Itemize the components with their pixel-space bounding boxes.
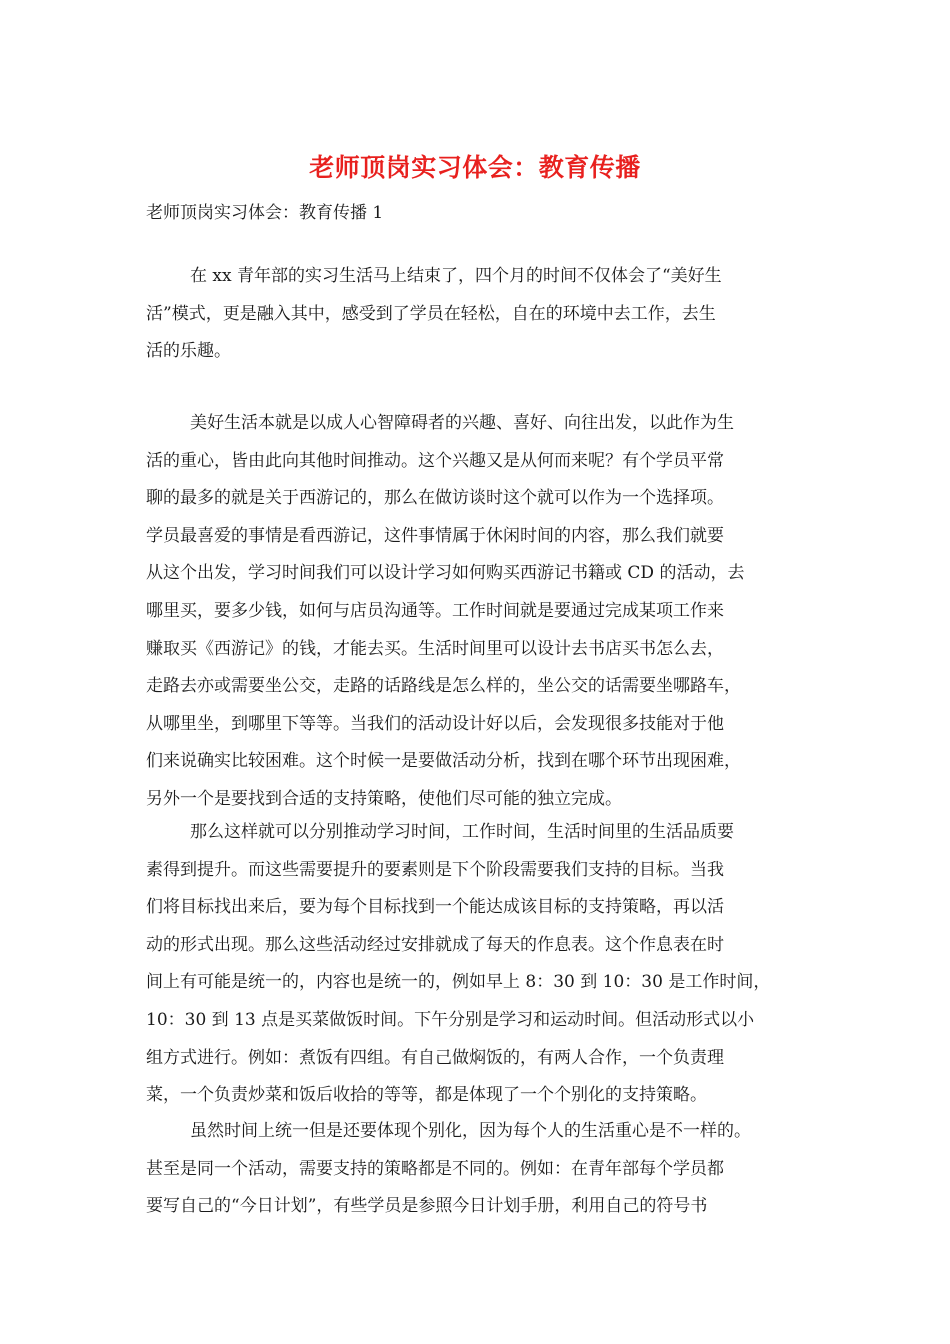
paragraph-1 — [146, 258, 816, 371]
paragraph-line: 们来说确实比较困难。这个时候一是要做活动分析，找到在哪个环节出现困难， — [146, 751, 741, 772]
paragraph-line: 从这个出发，学习时间我们可以设计学习如何购买西游记书籍或 CD 的活动，去 — [146, 563, 745, 584]
paragraph-line: 另外一个是要找到合适的支持策略，使他们尽可能的独立完成。 — [146, 788, 622, 809]
paragraph-line: 活的乐趣。 — [146, 341, 231, 362]
paragraph-line: 虽然时间上统一但是还要体现个别化，因为每个人的生活重心是不一样的。 — [190, 1121, 751, 1141]
document-title: 老师顶岗实习体会：教育传播 — [309, 153, 641, 182]
paragraph-4 — [146, 1113, 816, 1226]
paragraph-line: 在 xx 青年部的实习生活马上结束了，四个月的时间不仅体会了“美好生 — [190, 266, 722, 286]
paragraph-line: 从哪里坐，到哪里下等等。当我们的活动设计好以后，会发现很多技能对于他 — [146, 713, 724, 734]
paragraph-line: 美好生活本就是以成人心智障碍者的兴趣、喜好、向往出发，以此作为生 — [190, 413, 734, 433]
paragraph-line: 10：30 到 13 点是买菜做饭时间。下午分别是学习和运动时间。但活动形式以小 — [146, 1009, 755, 1030]
paragraph-line: 哪里买，要多少钱，如何与店员沟通等。工作时间就是要通过完成某项工作来 — [146, 600, 724, 621]
paragraph-line: 间上有可能是统一的，内容也是统一的，例如早上 8：30 到 10：30 是工作时间， — [146, 972, 771, 993]
paragraph-line: 动的形式出现。那么这些活动经过安排就成了每天的作息表。这个作息表在时 — [146, 934, 724, 955]
paragraph-line: 甚至是同一个活动，需要支持的策略都是不同的。例如：在青年部每个学员都 — [146, 1158, 724, 1179]
paragraph-line: 要写自己的“今日计划”，有些学员是参照今日计划手册，利用自己的符号书 — [146, 1196, 708, 1217]
paragraph-line: 活的重心，皆由此向其他时间推动。这个兴趣又是从何而来呢？有个学员平常 — [146, 450, 724, 471]
paragraph-2 — [146, 405, 816, 819]
paragraph-line: 菜，一个负责炒菜和饭后收拾的等等，都是体现了一个个别化的支持策略。 — [146, 1085, 707, 1106]
paragraph-3 — [146, 814, 816, 1115]
paragraph-line: 素得到提升。而这些需要提升的要素则是下个阶段需要我们支持的目标。当我 — [146, 859, 724, 880]
paragraph-line: 走路去亦或需要坐公交，走路的话路线是怎么样的，坐公交的话需要坐哪路车， — [146, 676, 741, 697]
paragraph-line: 赚取买《西游记》的钱，才能去买。生活时间里可以设计去书店买书怎么去， — [146, 638, 724, 659]
document-subtitle: 老师顶岗实习体会：教育传播 1 — [146, 203, 384, 223]
paragraph-line: 们将目标找出来后，要为每个目标找到一个能达成该目标的支持策略，再以活 — [146, 897, 724, 918]
paragraph-line: 活”模式，更是融入其中，感受到了学员在轻松，自在的环境中去工作，去生 — [146, 303, 716, 324]
paragraph-line: 学员最喜爱的事情是看西游记，这件事情属于休闲时间的内容，那么我们就要 — [146, 525, 724, 546]
paragraph-line: 组方式进行。例如：煮饭有四组。有自己做焖饭的，有两人合作，一个负责理 — [146, 1047, 724, 1068]
paragraph-line: 那么这样就可以分别推动学习时间，工作时间，生活时间里的生活品质要 — [190, 822, 734, 842]
paragraph-line: 聊的最多的就是关于西游记的，那么在做访谈时这个就可以作为一个选择项。 — [146, 488, 724, 509]
